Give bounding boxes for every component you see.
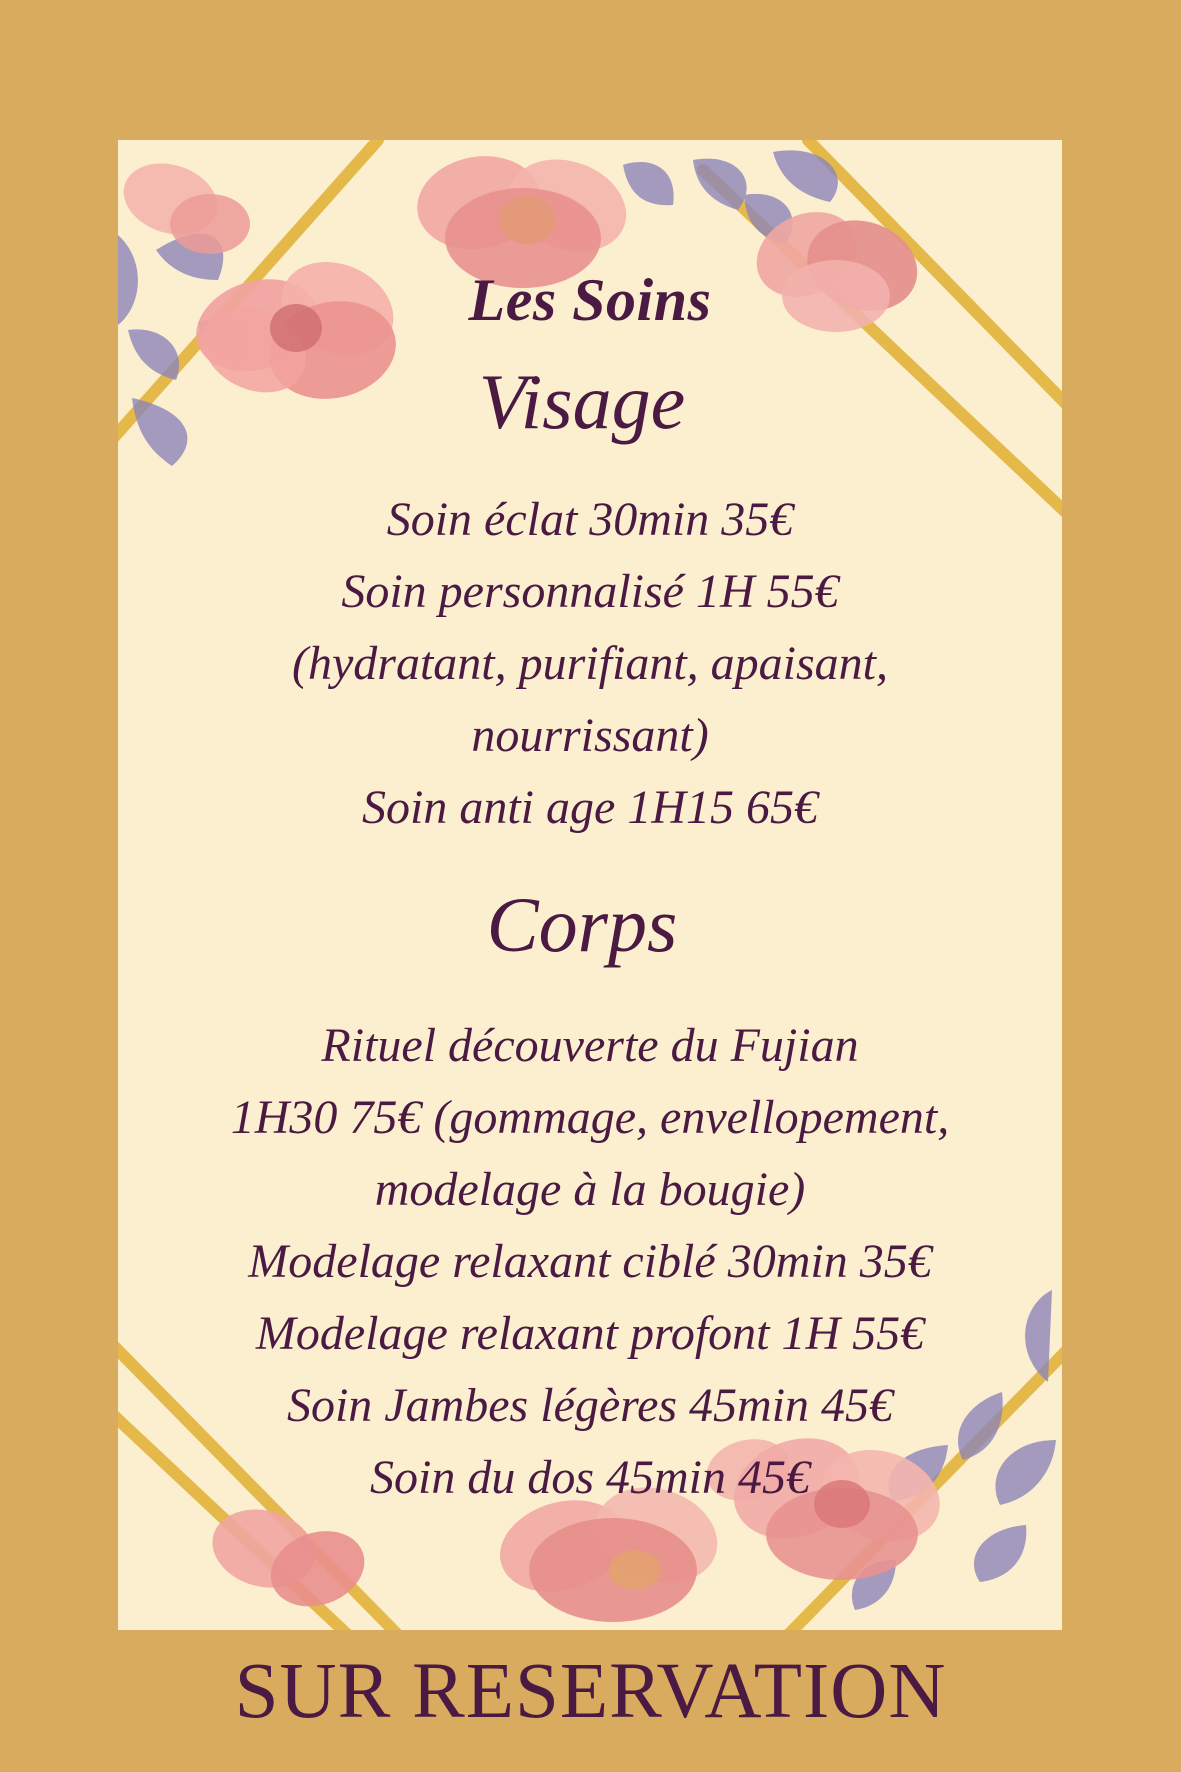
corps-line: Rituel découverte du Fujian	[321, 1019, 859, 1072]
visage-line: (hydratant, purifiant, apaisant,	[291, 637, 888, 690]
visage-treatments	[118, 484, 1062, 844]
corps-line: modelage à la bougie)	[374, 1163, 806, 1216]
visage-line: Soin éclat 30min 35€	[386, 493, 794, 546]
corps-line: 1H30 75€ (gommage, envellopement,	[230, 1091, 950, 1144]
visage-heading: Visage	[478, 358, 686, 445]
corps-line: Soin Jambes légères 45min 45€	[286, 1379, 894, 1432]
corps-line: Soin du dos 45min 45€	[369, 1451, 810, 1504]
visage-line: Soin personnalisé 1H 55€	[341, 565, 839, 618]
corps-line: Modelage relaxant profont 1H 55€	[255, 1307, 925, 1360]
page-title: Les Soins	[468, 267, 712, 333]
menu-content	[118, 140, 1062, 1630]
corps-line: Modelage relaxant ciblé 30min 35€	[248, 1235, 932, 1288]
menu-card	[118, 140, 1062, 1630]
corps-heading: Corps	[486, 881, 678, 968]
reservation-note: SUR RESERVATION	[234, 1648, 947, 1735]
corps-treatments	[118, 1010, 1062, 1514]
visage-line: nourrissant)	[471, 709, 709, 762]
visage-line: Soin anti age 1H15 65€	[362, 781, 818, 834]
